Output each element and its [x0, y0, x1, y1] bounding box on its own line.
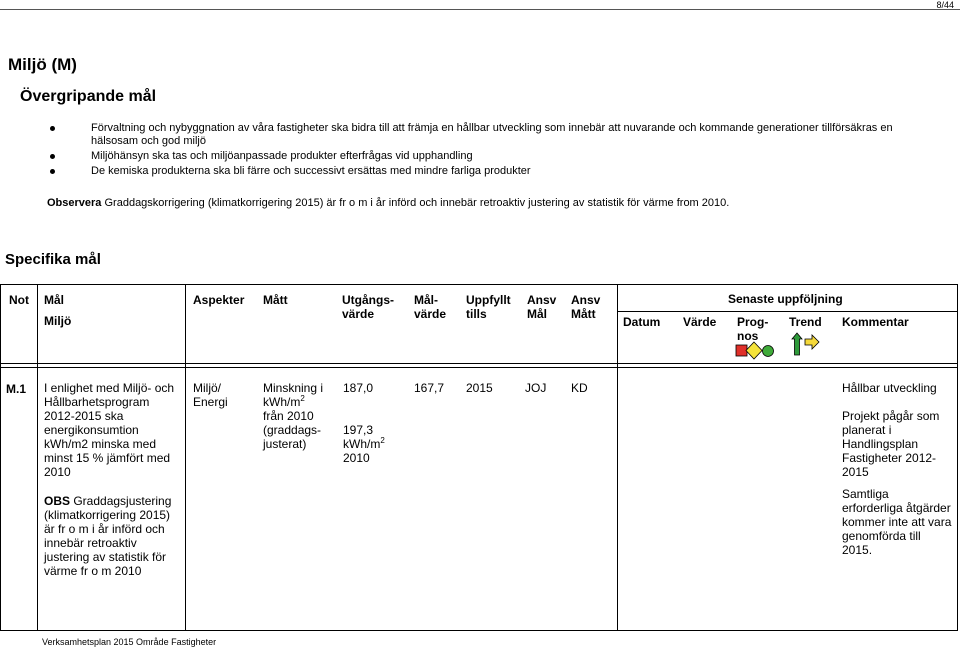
- col-divider: [185, 285, 186, 630]
- header-text: Uppfyllt: [466, 293, 511, 307]
- bullet-icon: [50, 169, 55, 174]
- page-title: Miljö (M): [8, 55, 77, 74]
- header-bottom-line: [1, 363, 957, 364]
- cell-text: Minskning i: [263, 381, 324, 395]
- header-text: värde: [342, 307, 375, 321]
- section-heading-overall-goals: Övergripande mål: [20, 88, 157, 105]
- row-mal-text: I enlighet med Miljö- och Hållbarhetsprogram 2012-2015 ska energikonsumtion kWh/m2 minska med minst 15 % jämfört med 2010: [44, 381, 175, 479]
- trend-up-arrow-icon: [792, 333, 802, 355]
- row-ansv-matt: KD: [571, 381, 588, 395]
- row-not: M.1: [6, 382, 27, 396]
- row-kommentar-2: Projekt pågår som planerat i Handlingsplan Fastigheter 2012-2015: [842, 409, 940, 479]
- cell-text: kWh/m: [343, 437, 381, 451]
- header-mal: Mål: [44, 293, 65, 307]
- bullet-icon: [50, 126, 55, 131]
- cell-text: 2010: [343, 451, 370, 465]
- header-trend: Trend: [789, 315, 822, 329]
- cell-text: justerat): [263, 437, 307, 451]
- bullet-text: Förvaltning och nybyggnation av våra fastigheter ska bidra till att främja en hållbar utveckling som innebär att nuvarande och kommande generationer tillförsäkras en hälsosam och god miljö: [91, 122, 893, 147]
- col-divider: [617, 285, 618, 630]
- prognos-status-icons: [734, 341, 774, 361]
- header-malvarde: [414, 293, 446, 321]
- header-subline: [617, 311, 957, 312]
- observe-note: [47, 197, 729, 209]
- bullet-icon: [50, 154, 55, 159]
- header-utgangsvarde: [342, 293, 394, 321]
- header-uppfyllt: [466, 293, 511, 321]
- goal-bullet-list: [40, 122, 920, 180]
- section-heading-specific-goals: Specifika mål: [5, 251, 101, 268]
- superscript: 2: [380, 436, 385, 445]
- prognos-red-square-icon: [736, 345, 747, 356]
- row-kommentar-1: Hållbar utveckling: [842, 381, 937, 395]
- row-kommentar-3: Samtliga erforderliga åtgärder kommer inte att vara genomförda till 2015.: [842, 487, 952, 557]
- cell-text: 197,3: [343, 423, 374, 437]
- cell-text: från 2010: [263, 409, 314, 423]
- col-divider: [37, 285, 38, 630]
- row-uppfyllt: 2015: [466, 381, 493, 395]
- observe-label: Observera: [47, 197, 102, 209]
- header-text: Ansv: [571, 293, 601, 307]
- header-prognos: [737, 315, 768, 343]
- row-aspekt: [193, 381, 228, 409]
- row-obs-note: [44, 494, 182, 578]
- header-senaste-uppfoljning: Senaste uppföljning: [728, 292, 843, 306]
- row-matt: [263, 381, 323, 451]
- prognos-green-circle-icon: [763, 346, 774, 357]
- header-datum: Datum: [623, 315, 661, 329]
- trend-right-arrow-icon: [805, 335, 819, 349]
- header-text: Mått: [571, 307, 596, 321]
- header-double-line: [1, 367, 957, 368]
- top-rule: [0, 9, 960, 10]
- header-ansv-mal: [527, 293, 556, 321]
- header-text: värde: [414, 307, 447, 321]
- list-item: [40, 122, 920, 148]
- obs-text: Graddagsjustering (klimatkorrigering 2015) är fr o m i år införd och innebär retroaktiv justering av statistik för värme fr o m 2010: [44, 494, 172, 578]
- bullet-text: Miljöhänsyn ska tas och miljöanpassade produkter efterfrågas vid upphandling: [91, 150, 473, 162]
- list-item: [40, 150, 920, 163]
- page-number: 8/44: [936, 0, 954, 10]
- header-text: Ansv: [527, 293, 557, 307]
- prognos-yellow-diamond-icon: [746, 342, 762, 359]
- cell-text: Miljö/: [193, 381, 222, 395]
- observe-text: Graddagskorrigering (klimatkorrigering 2015) är fr o m i år införd och innebär retroaktiv justering av statistik för värme from 2010.: [101, 197, 730, 209]
- page-footer: Verksamhetsplan 2015 Område Fastigheter: [42, 637, 217, 647]
- header-text: tills: [466, 307, 487, 321]
- obs-label: OBS: [44, 494, 71, 508]
- bullet-text: De kemiska produkterna ska bli färre och successivt ersättas med mindre farliga produkter: [91, 165, 531, 177]
- header-text: nos: [737, 329, 759, 343]
- row-utgangsvarde-1: 187,0: [343, 381, 374, 395]
- list-item: [40, 165, 920, 178]
- header-text: Utgångs-: [342, 293, 394, 307]
- header-text: Prog-: [737, 315, 769, 329]
- row-ansv-mal: JOJ: [525, 381, 547, 395]
- header-matt: Mått: [263, 293, 288, 307]
- cell-text: kWh/m: [263, 395, 301, 409]
- header-ansv-matt: [571, 293, 600, 321]
- cell-text: (graddags-: [263, 423, 322, 437]
- trend-icons: [790, 331, 822, 359]
- header-aspekter: Aspekter: [193, 293, 245, 307]
- header-kommentar: Kommentar: [842, 315, 909, 329]
- cell-text: Energi: [193, 395, 228, 409]
- header-text: Mål: [527, 307, 548, 321]
- header-text: Mål-: [414, 293, 438, 307]
- row-utgangsvarde-2: [343, 423, 385, 465]
- row-malvarde: 167,7: [414, 381, 445, 395]
- header-miljo: Miljö: [44, 314, 72, 328]
- superscript: 2: [300, 394, 305, 403]
- header-varde: Värde: [683, 315, 717, 329]
- goals-table: [0, 284, 958, 631]
- header-not: Not: [9, 293, 29, 307]
